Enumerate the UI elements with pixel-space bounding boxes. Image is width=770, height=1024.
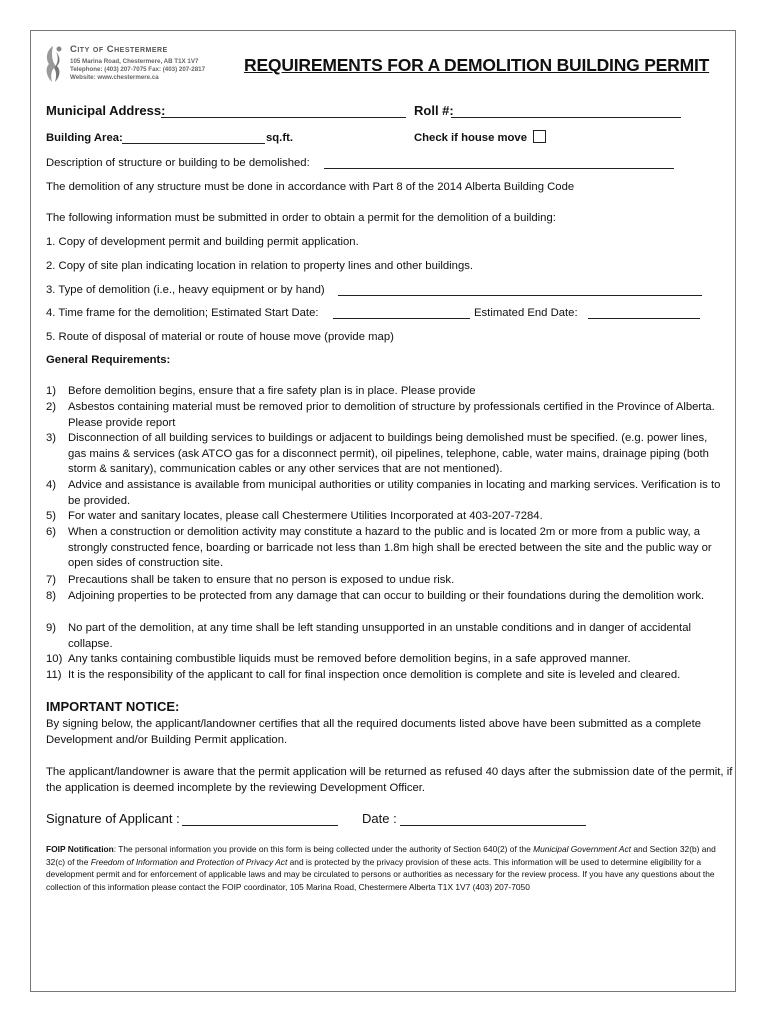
requirement-number: 7) <box>46 574 57 586</box>
general-requirements-heading: General Requirements: <box>46 354 171 366</box>
requirement-text: Asbestos containing material must be removed prior to demolition of structure by professionals certified in the Province of Alberta. Please provide report <box>68 401 715 429</box>
requirement-number: 11) <box>46 669 62 681</box>
requirement-text: Advice and assistance is available from municipal authorities or utility companies in locating and marking services. Verification is to be provided. <box>68 479 721 507</box>
submission-item: 4. Time frame for the demolition; Estimated Start Date: <box>46 307 319 319</box>
house-move-checkbox[interactable] <box>533 130 546 143</box>
roll-label: Roll #: <box>414 103 454 118</box>
municipal-address-label: Municipal Address: <box>46 103 166 118</box>
end-date-field[interactable] <box>588 318 700 319</box>
foip-act: Freedom of Information and Protection of Privacy Act <box>90 856 288 867</box>
description-field[interactable] <box>324 168 674 169</box>
city-name: City of Chestermere <box>70 44 168 55</box>
requirement-number: 10) <box>46 653 63 665</box>
requirement-number: 3) <box>46 432 57 444</box>
city-website: Website: www.chestermere.ca <box>70 74 159 81</box>
city-logo <box>42 44 242 84</box>
signature-field[interactable] <box>182 825 338 826</box>
foip-text: : The personal information you provide on this form is being collected under the authority of Section 640(2) of the <box>113 844 534 854</box>
requirement-text: For water and sanitary locates, please call Chestermere Utilities Incorporated at 403-207-7284. <box>68 510 543 522</box>
foip-text: and Section 32(b) and 32(c) of the <box>46 844 716 867</box>
demolition-type-field[interactable] <box>338 295 702 296</box>
city-address: 105 Marina Road, Chestermere, AB T1X 1V7 <box>70 58 199 65</box>
building-area-field[interactable] <box>122 143 265 144</box>
chestermere-logo-icon <box>42 44 64 84</box>
submission-item: 2. Copy of site plan indicating location in relation to property lines and other buildings. <box>46 260 474 272</box>
submission-item: 1. Copy of development permit and building permit application. <box>46 236 359 248</box>
requirement-text: When a construction or demolition activity may constitute a hazard to the public and is located 2m or more from a public way, a strongly constructed fence, boarding or barricade not less than 1.8m high shall be erected between the site and the public way or open sides of construction site. <box>68 526 712 570</box>
submission-item: 3. Type of demolition (i.e., heavy equipment or by hand) <box>46 284 325 296</box>
requirement-text: Any tanks containing combustible liquids must be removed before demolition begins, in a safe approved manner. <box>68 653 631 665</box>
start-date-field[interactable] <box>333 318 470 319</box>
signature-label: Signature of Applicant : <box>46 811 180 826</box>
requirement-text: Adjoining properties to be protected from any damage that can occur to building or their foundations during the demolition work. <box>68 590 705 602</box>
building-area-unit: sq.ft. <box>266 132 293 144</box>
house-move-label: Check if house move <box>414 132 528 144</box>
foip-notification <box>46 843 730 893</box>
requirement-text: No part of the demolition, at any time shall be left standing unsupported in an unstable conditions and in danger of accidental collapse. <box>68 622 691 650</box>
notice-text: By signing below, the applicant/landowner certifies that all the required documents listed above have been submitted as a complete Development and/or Building Permit application. <box>46 718 701 746</box>
municipal-address-field[interactable] <box>161 117 406 118</box>
refusal-text: The applicant/landowner is aware that the permit application will be returned as refused 40 days after the submission date of the permit, if the application is deemed incomplete by the reviewing Development Officer. <box>46 766 733 794</box>
code-statement: The demolition of any structure must be done in accordance with Part 8 of the 2014 Alberta Building Code <box>46 181 575 193</box>
description-label: Description of structure or building to be demolished: <box>46 157 310 169</box>
requirement-number: 5) <box>46 510 57 522</box>
submission-item: 5. Route of disposal of material or route of house move (provide map) <box>46 331 394 343</box>
foip-text: and is protected by the privacy provision of these acts. This information will be used to determine eligibility for a development permit and for enforcement of applicable laws and may be circulated to persons or authorities as necessary for the review process. If you have any questions about the collection of this information please contact the FOIP coordinator, 105 Marina Road, Chestermere Alberta T1X 1V7 (403) 207-7050 <box>46 856 715 892</box>
requirement-text: Precautions shall be taken to ensure that no person is exposed to undue risk. <box>68 574 455 586</box>
requirement-number: 1) <box>46 385 57 397</box>
date-field[interactable] <box>400 825 586 826</box>
requirement-text: It is the responsibility of the applicant to call for final inspection once demolition is complete and site is leveled and cleared. <box>68 669 681 681</box>
building-area-label: Building Area: <box>46 132 123 144</box>
requirement-text: Disconnection of all building services to buildings or adjacent to buildings being demolished must be specified. (e.g. power lines, gas mains & services (ask ATCO gas for a disconnect permit), oil pipelines, telephone, cable, water mains, drainage piping (both storm & sanitary), communication cables or any other services that are not mentioned). <box>68 432 709 476</box>
submission-intro: The following information must be submitted in order to obtain a permit for the demolition of a building: <box>46 212 556 224</box>
date-label: Date : <box>362 811 397 826</box>
requirement-number: 9) <box>46 622 57 634</box>
requirement-number: 6) <box>46 526 57 538</box>
requirement-number: 2) <box>46 401 57 413</box>
requirement-number: 8) <box>46 590 57 602</box>
page-title: REQUIREMENTS FOR A DEMOLITION BUILDING PERMIT <box>244 55 710 75</box>
requirement-text: Before demolition begins, ensure that a fire safety plan is in place. Please provide <box>68 385 476 397</box>
roll-number-field[interactable] <box>451 117 681 118</box>
requirement-number: 4) <box>46 479 57 491</box>
foip-act: Municipal Government Act <box>533 844 631 854</box>
end-date-label: Estimated End Date: <box>474 307 578 319</box>
foip-heading: FOIP Notification <box>46 844 114 854</box>
important-notice-heading: IMPORTANT NOTICE: <box>46 699 180 714</box>
city-phone: Telephone: (403) 207-7075 Fax: (403) 207-2817 <box>70 66 206 73</box>
